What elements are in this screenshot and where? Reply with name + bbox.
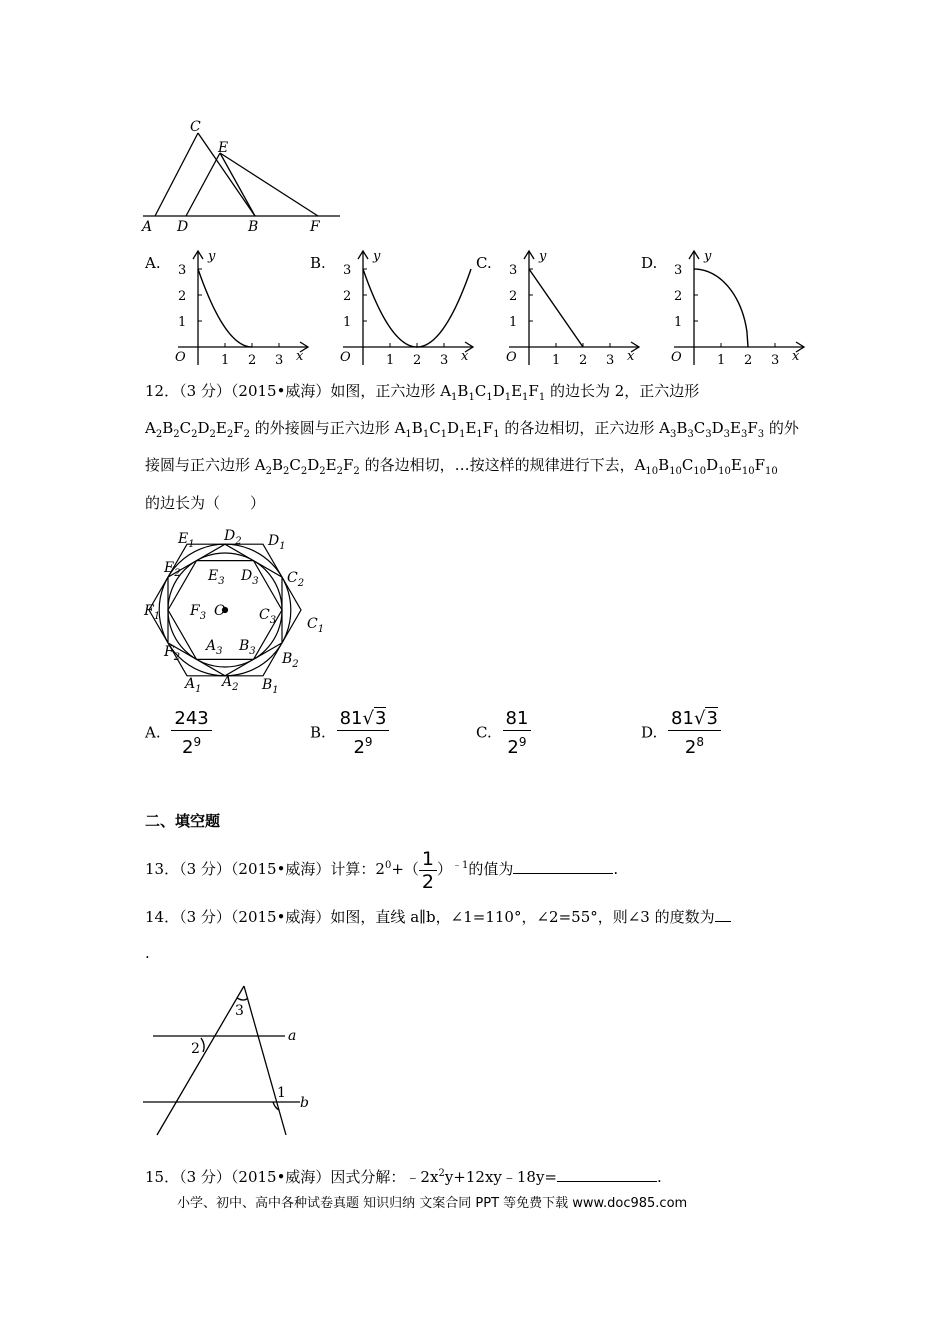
q14-parallel-lines-figure [140, 982, 330, 1142]
y-tick-label: 3 [674, 263, 683, 278]
q15-answer-blank[interactable] [557, 1165, 657, 1182]
hex-label: $D_1$ [268, 533, 286, 552]
q12-option-d[interactable] [641, 708, 721, 759]
hex-label: $F_1$ [144, 603, 161, 622]
x-label: x [461, 349, 469, 364]
y-tick-label: 2 [674, 289, 683, 304]
function-curve [198, 269, 252, 347]
q11-graph-b [333, 243, 478, 371]
q12-option-a-fraction: $\frac{243}{2^9}$ [171, 708, 211, 759]
q12-option-d-fraction: $\frac{81√3}{2^8}$ [668, 708, 721, 759]
y-label: y [704, 249, 712, 264]
label-c: C [190, 119, 201, 135]
function-curve [529, 269, 583, 347]
x-tick-label: 3 [275, 353, 284, 368]
hex-label: $C_1$ [307, 616, 325, 635]
q14-end: . [145, 944, 150, 962]
q12-option-a[interactable] [145, 708, 212, 759]
hex-label: $E_1$ [178, 531, 195, 550]
page-footer[interactable]: 小学、初中、高中各种试卷真题 知识归纳 文案合同 PPT 等免费下载 www.doc985.com [177, 1196, 688, 1211]
hex-label: $A_1$ [185, 676, 202, 695]
x-tick-label: 2 [413, 353, 422, 368]
label-b: B [248, 219, 259, 235]
q14-label-1: 1 [277, 1085, 286, 1101]
hex-label: $B_2$ [282, 651, 299, 670]
hex-label: $E_3$ [208, 568, 225, 587]
label-e: E [218, 140, 229, 156]
q11-option-a-letter: A. [145, 254, 161, 272]
q14-label-b: b [300, 1095, 309, 1111]
y-tick-label: 3 [343, 263, 352, 278]
x-label: x [296, 349, 304, 364]
q12-option-b[interactable] [310, 708, 389, 759]
origin-label: O [506, 350, 517, 365]
origin-label: O [175, 350, 186, 365]
q15: 15．（3 分）（2015•威海）因式分解：$﹣2x^2y+12xy﹣18y=$ . [145, 1164, 662, 1187]
hex-label: $C_3$ [259, 607, 277, 626]
q12-line-4: 的边长为（ ） [145, 494, 266, 512]
x-tick-label: 1 [717, 353, 726, 368]
function-curve [363, 269, 471, 347]
hex-label: $B_3$ [239, 638, 256, 657]
y-label: y [539, 249, 547, 264]
q12-hexagon-figure [140, 526, 340, 696]
q12-option-c-fraction: $\frac{81}{2^9}$ [503, 708, 532, 759]
q11-option-b-letter: B. [310, 254, 326, 272]
hex-label: $D_3$ [241, 568, 259, 587]
q12-option-a-letter: A. [145, 723, 161, 742]
q14-label-3: 3 [235, 1003, 244, 1019]
origin-label: O [340, 350, 351, 365]
q12-line-3: 接圆与正六边形 $A_2B_2C_2D_2E_2F_2$ 的各边相切，…按这样的规律进行下去，$A_{10}B_{10}C_{10}D_{10}E_{10}F_{10}$ [145, 456, 778, 477]
q11-option-c-letter: C. [476, 254, 492, 272]
q11-graph-a [168, 243, 313, 371]
q13: 13．（3 分）（2015•威海）计算：$2^0+$（ $\frac{1}{2}$ ）$^{﹣1}$的值为 . [145, 847, 619, 893]
y-tick-label: 1 [509, 315, 518, 330]
hex-label: $C_2$ [287, 570, 305, 589]
hex-label: $F_2$ [164, 644, 181, 663]
function-curve [694, 269, 748, 347]
q12-option-c-letter: C. [476, 723, 492, 742]
y-tick-label: 2 [509, 289, 518, 304]
hex-label: $B_1$ [262, 677, 279, 696]
q11-triangle-figure [140, 118, 350, 238]
q11-graph-d [664, 243, 809, 371]
x-label: x [792, 349, 800, 364]
hex-label: $F_3$ [190, 603, 207, 622]
q12-option-c[interactable] [476, 708, 531, 759]
hex-label: $E_2$ [164, 560, 181, 579]
hex-label: $D_2$ [224, 528, 242, 547]
x-tick-label: 3 [440, 353, 449, 368]
y-tick-label: 3 [178, 263, 187, 278]
q14-answer-blank[interactable] [715, 905, 731, 922]
q11-graph-c [499, 243, 644, 371]
x-tick-label: 3 [771, 353, 780, 368]
label-d: D [177, 219, 189, 235]
y-tick-label: 1 [178, 315, 187, 330]
q12-option-d-letter: D. [641, 723, 658, 742]
q12-line-2: $A_2B_2C_2D_2E_2F_2$ 的外接圆与正六边形 $A_1B_1C_1D_1E_1F_1$ 的各边相切，正六边形 $A_3B_3C_3D_3E_3F_3$ 的外 [145, 419, 799, 440]
y-tick-label: 2 [343, 289, 352, 304]
x-tick-label: 2 [579, 353, 588, 368]
y-label: y [208, 249, 216, 264]
x-label: x [627, 349, 635, 364]
x-tick-label: 1 [221, 353, 230, 368]
x-tick-label: 2 [248, 353, 257, 368]
origin-label: O [671, 350, 682, 365]
y-label: y [373, 249, 381, 264]
q12-line-1: 12．（3 分）（2015•威海）如图，正六边形 $A_1B_1C_1D_1E_1F_1$ 的边长为 2，正六边形 [145, 382, 700, 403]
q13-answer-blank[interactable] [513, 857, 613, 874]
y-tick-label: 3 [509, 263, 518, 278]
q14-label-2: 2 [191, 1041, 200, 1057]
x-tick-label: 1 [386, 353, 395, 368]
section-heading: 二、填空题 [145, 812, 221, 830]
q12-option-b-fraction: $\frac{81√3}{2^9}$ [337, 708, 390, 759]
hex-label: $A_3$ [206, 638, 223, 657]
x-tick-label: 2 [744, 353, 753, 368]
x-tick-label: 1 [552, 353, 561, 368]
q11-option-d-letter: D. [641, 254, 658, 272]
center-label: O [214, 603, 226, 619]
q12-option-b-letter: B. [310, 723, 326, 742]
y-tick-label: 2 [178, 289, 187, 304]
x-tick-label: 3 [606, 353, 615, 368]
q14: 14．（3 分）（2015•威海）如图，直线 a∥b，∠1=110°，∠2=55°，则∠3 的度数为 [145, 905, 731, 927]
label-a: A [142, 219, 153, 235]
q14-label-a: a [288, 1028, 297, 1044]
label-f: F [310, 219, 320, 235]
hex-label: $A_2$ [222, 674, 239, 693]
y-tick-label: 1 [674, 315, 683, 330]
y-tick-label: 1 [343, 315, 352, 330]
